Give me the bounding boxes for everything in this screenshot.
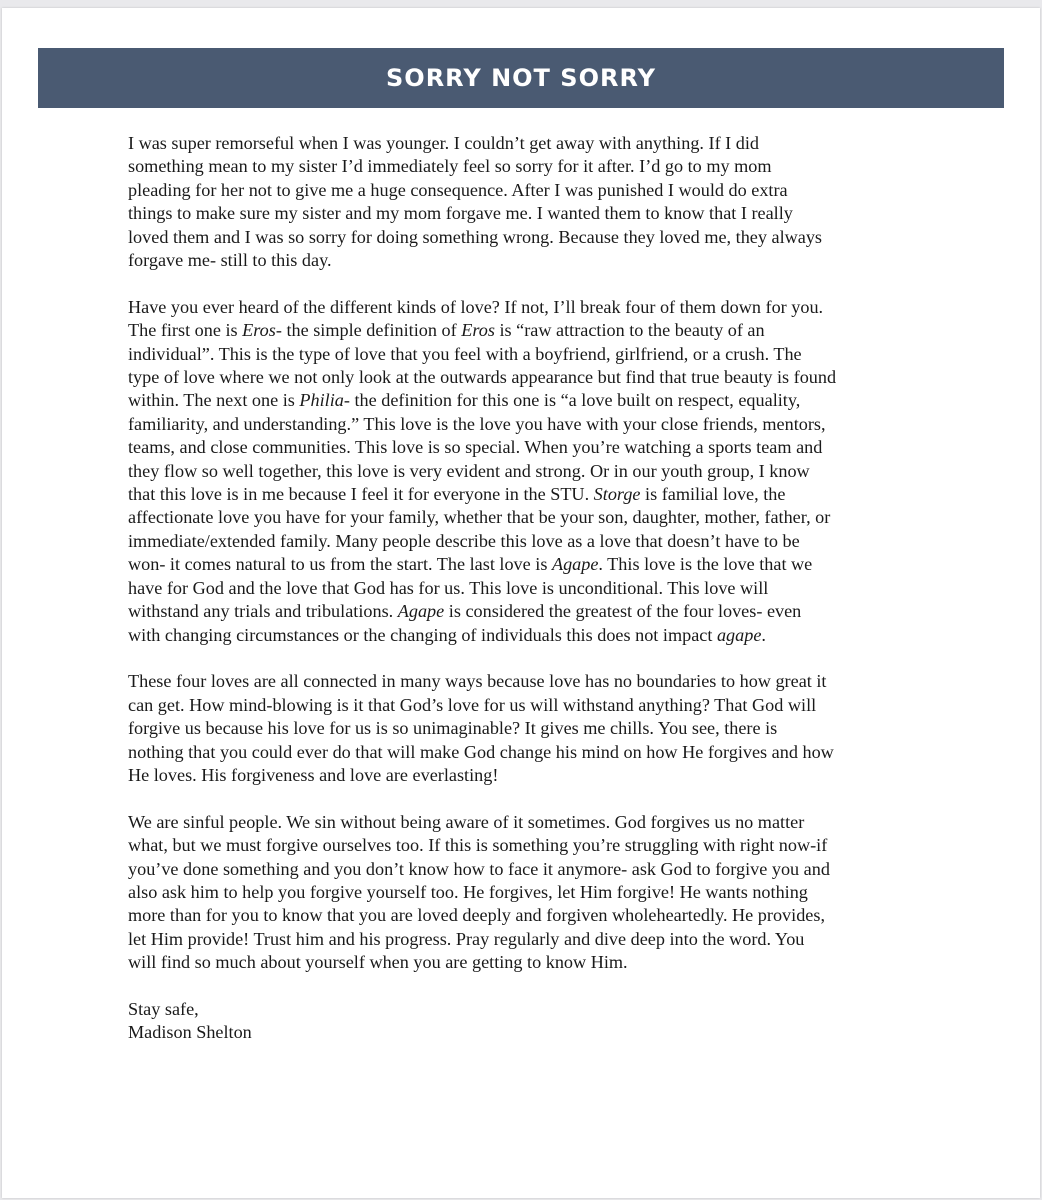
- paragraph-line: something mean to my sister I’d immediately feel so sorry for it after. I’d go to my mom: [128, 156, 772, 177]
- paragraph-line: type of love where we not only look at the outwards appearance but find that true beauty is found: [128, 367, 837, 388]
- title-banner: [38, 48, 1004, 108]
- paragraph-line: nothing that you could ever do that will make God change his mind on how He forgives and how: [128, 741, 834, 762]
- author-name: Madison Shelton: [128, 1022, 252, 1043]
- paragraph-line: they flow so well together, this love is very evident and strong. Or in our youth group, I know: [128, 460, 810, 481]
- paragraph: [128, 132, 928, 272]
- paragraph-line: individual”. This is the type of love that you feel with a boyfriend, girlfriend, or a crush. The: [128, 343, 802, 364]
- paragraph-line: teams, and close communities. This love is so special. When you’re watching a sports team and: [128, 437, 823, 458]
- paragraph: [128, 811, 928, 975]
- paragraph-line: that this love is in me because I feel it for everyone in the STU. Storge is familial love, the: [128, 484, 786, 505]
- paragraph-line: will find so much about yourself when you are getting to know Him.: [128, 952, 628, 973]
- signoff-text: Stay safe,: [128, 998, 199, 1019]
- closing: [128, 998, 928, 1045]
- paragraph-line: immediate/extended family. Many people describe this love as a love that doesn’t have to be: [128, 530, 800, 551]
- paragraph-line: The first one is Eros- the simple definition of Eros is “raw attraction to the beauty of an: [128, 320, 765, 341]
- paragraph-line: affectionate love you have for your family, whether that be your son, daughter, mother, father, or: [128, 507, 831, 528]
- paragraph-line: with changing circumstances or the changing of individuals this does not impact agape.: [128, 624, 766, 645]
- paragraph-line: also ask him to help you forgive yourself too. He forgives, let Him forgive! He wants nothing: [128, 881, 808, 902]
- paragraph-line: things to make sure my sister and my mom forgave me. I wanted them to know that I really: [128, 203, 793, 224]
- paragraph: [128, 296, 928, 647]
- paragraph-list: [128, 132, 928, 975]
- paragraph-line: you’ve done something and you don’t know how to face it anymore- ask God to forgive you and: [128, 858, 830, 879]
- paragraph-line: won- it comes natural to us from the start. The last love is Agape. This love is the love that we: [128, 554, 813, 575]
- paragraph-line: what, but we must forgive ourselves too. If this is something you’re struggling with right now-if: [128, 835, 828, 856]
- paragraph-line: forgave me- still to this day.: [128, 250, 332, 271]
- paragraph-line: let Him provide! Trust him and his progress. Pray regularly and dive deep into the word. You: [128, 928, 805, 949]
- paragraph-line: These four loves are all connected in many ways because love has no boundaries to how great it: [128, 671, 827, 692]
- paragraph-line: We are sinful people. We sin without being aware of it sometimes. God forgives us no matter: [128, 811, 805, 832]
- article-body: [128, 132, 928, 1045]
- paragraph-line: familiarity, and understanding.” This love is the love you have with your close friends, mentors,: [128, 413, 826, 434]
- paragraph-line: I was super remorseful when I was younger. I couldn’t get away with anything. If I did: [128, 133, 760, 153]
- paragraph-line: pleading for her not to give me a huge consequence. After I was punished I would do extra: [128, 179, 788, 200]
- paragraph-line: more than for you to know that you are loved deeply and forgiven wholeheartedly. He provides,: [128, 905, 825, 926]
- paragraph-line: forgive us because his love for us is so unimaginable? It gives me chills. You see, there is: [128, 718, 778, 739]
- paragraph-line: have for God and the love that God has for us. This love is unconditional. This love will: [128, 577, 769, 598]
- paragraph-line: can get. How mind-blowing is it that God’s love for us will withstand anything? That God will: [128, 694, 817, 715]
- paragraph-line: He loves. His forgiveness and love are everlasting!: [128, 764, 499, 785]
- paragraph-line: loved them and I was so sorry for doing something wrong. Because they loved me, they always: [128, 226, 823, 247]
- paragraph-line: withstand any trials and tribulations. Agape is considered the greatest of the four loves- even: [128, 601, 802, 622]
- page-title: SORRY NOT SORRY: [386, 64, 656, 92]
- document-page: [2, 8, 1040, 1198]
- paragraph-line: within. The next one is Philia- the definition for this one is “a love built on respect, equality,: [128, 390, 801, 411]
- paragraph: [128, 670, 928, 787]
- paragraph-line: Have you ever heard of the different kinds of love? If not, I’ll break four of them down for you.: [128, 296, 824, 317]
